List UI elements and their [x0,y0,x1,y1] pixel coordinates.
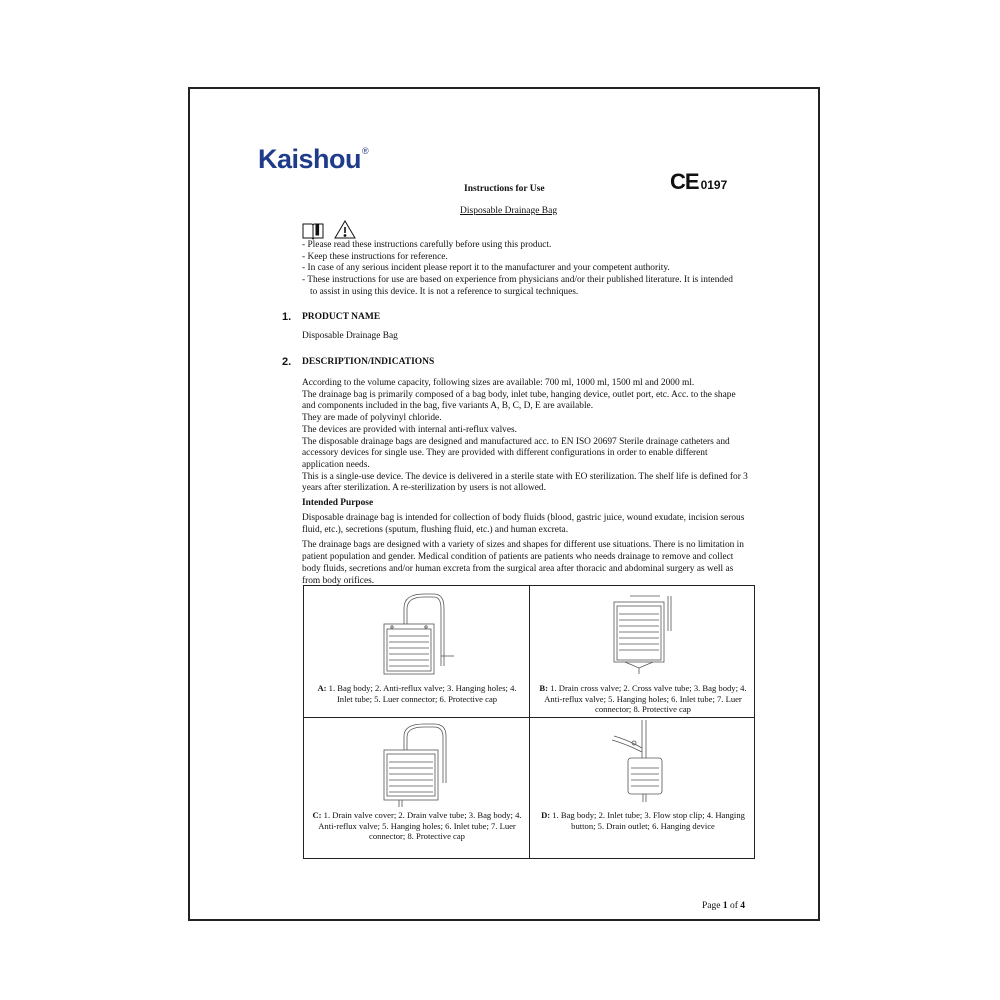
notes-list [302,240,742,299]
variants-table [303,585,755,859]
notified-body-number: 0197 [700,178,728,192]
section-2-number: 2. [282,356,292,368]
variant-c-cell [304,718,529,849]
note-item: - Please read these instructions carefully before using this product. [302,240,552,250]
intended-purpose-paragraph: Disposable drainage bag is intended for collection of body fluids (blood, gastric juice, wound exudate, incision serous fluid, etc.), secretions (sputum, flushing fluid, etc.) and human excreta. [302,513,745,535]
registered-mark: ® [362,146,369,156]
variant-c-caption [312,810,522,842]
description-paragraph: According to the volume capacity, following sizes are available: 700 ml, 1000 ml, 1500 ml and 2000 ml. [302,378,695,388]
intended-purpose-text [302,513,748,587]
description-paragraph: The disposable drainage bags are designed and manufactured acc. to EN ISO 20697 Sterile drainage catheters and accessory devices for single use. They are provided with different configurations in order to enable different application needs. [302,436,730,470]
section-1-number: 1. [282,311,292,323]
ce-mark: CE [670,169,699,194]
variant-d-label: D: [541,810,551,820]
warning-icon [335,221,355,238]
brand-name: Kaishou [258,144,362,174]
variant-a-drawing [304,586,529,681]
page-of: of [729,901,738,911]
intended-purpose-paragraph: The drainage bags are designed with a variety of sizes and shapes for different use situations. There is no limitation in patient population and gender. Medical condition of patients are patients who needs drainage to remove and collect body fluids, secretions and/or human excreta from the surgical area after thoracic and abdominal surgery as well as from body orifices. [302,540,744,586]
brand-logo [258,144,368,175]
description-text [302,378,748,495]
variant-b-drawing [530,586,755,681]
variant-a-label: A: [317,683,327,693]
page-total: 4 [740,901,746,911]
document-subtitle: Disposable Drainage Bag [460,206,558,216]
note-item: - These instructions for use are based on experience from physicians and/or their published literature. It is intended to assist in using this device. It is not a reference to surgical techniques. [302,275,733,297]
variant-b-cell [530,586,755,717]
variant-a-cell [304,586,529,717]
symbol-row [302,220,362,240]
consult-instructions-icon [303,224,323,239]
description-paragraph: They are made of polyvinyl chloride. [302,413,442,424]
variant-c-label: C: [312,810,322,820]
ce-marking [670,169,727,195]
variant-d-text: 1. Bag body; 2. Inlet tube; 3. Flow stop clip; 4. Hanging button; 5. Drain outlet; 6. Hanging device [550,810,745,831]
variant-b-text: 1. Drain cross valve; 2. Cross valve tube; 3. Bag body; 4. Anti-reflux valve; 5. Hanging holes; 6. Inlet tube; 7. Luer connector; 8. Protective cap [544,683,747,714]
description-paragraph: This is a single-use device. The device is delivered in a sterile state with EO sterilization. The shelf life is defined for 3 years after sterilization. A re-sterilization by users is not allowed. [302,471,748,494]
variant-d-cell [530,718,755,849]
variant-d-drawing [530,718,755,813]
variant-a-text: 1. Bag body; 2. Anti-reflux valve; 3. Hanging holes; 4. Inlet tube; 5. Luer connector; 6. Protective cap [326,683,517,704]
page-label: Page [702,901,721,911]
variant-b-label: B: [539,683,548,693]
note-item: - Keep these instructions for reference. [302,251,448,262]
note-item: - In case of any serious incident please report it to the manufacturer and your competent authority. [302,263,670,274]
section-2-title: DESCRIPTION/INDICATIONS [302,357,435,367]
page-number [702,901,745,911]
intended-purpose-title: Intended Purpose [302,498,374,508]
page-current: 1 [722,901,728,911]
variant-c-drawing [304,718,529,813]
variant-a-caption [312,683,522,704]
section-1-title: PRODUCT NAME [302,312,381,322]
document-title: Instructions for Use [464,184,545,194]
variant-b-caption [538,683,748,715]
product-name: Disposable Drainage Bag [302,331,398,341]
variant-c-text: 1. Drain valve cover; 2. Drain valve tube; 3. Bag body; 4. Anti-reflux valve; 5. Hanging holes; 6. Inlet tube; 7. Luer connector; 8. Protective cap [318,810,522,841]
description-paragraph: The devices are provided with internal anti-reflux valves. [302,424,518,435]
variant-d-caption [538,810,748,831]
description-paragraph: The drainage bag is primarily composed of a bag body, inlet tube, hanging device, outlet port, etc. Acc. to the shape and components included in the bag, five variants A, B, C, D, E are available. [302,389,736,412]
